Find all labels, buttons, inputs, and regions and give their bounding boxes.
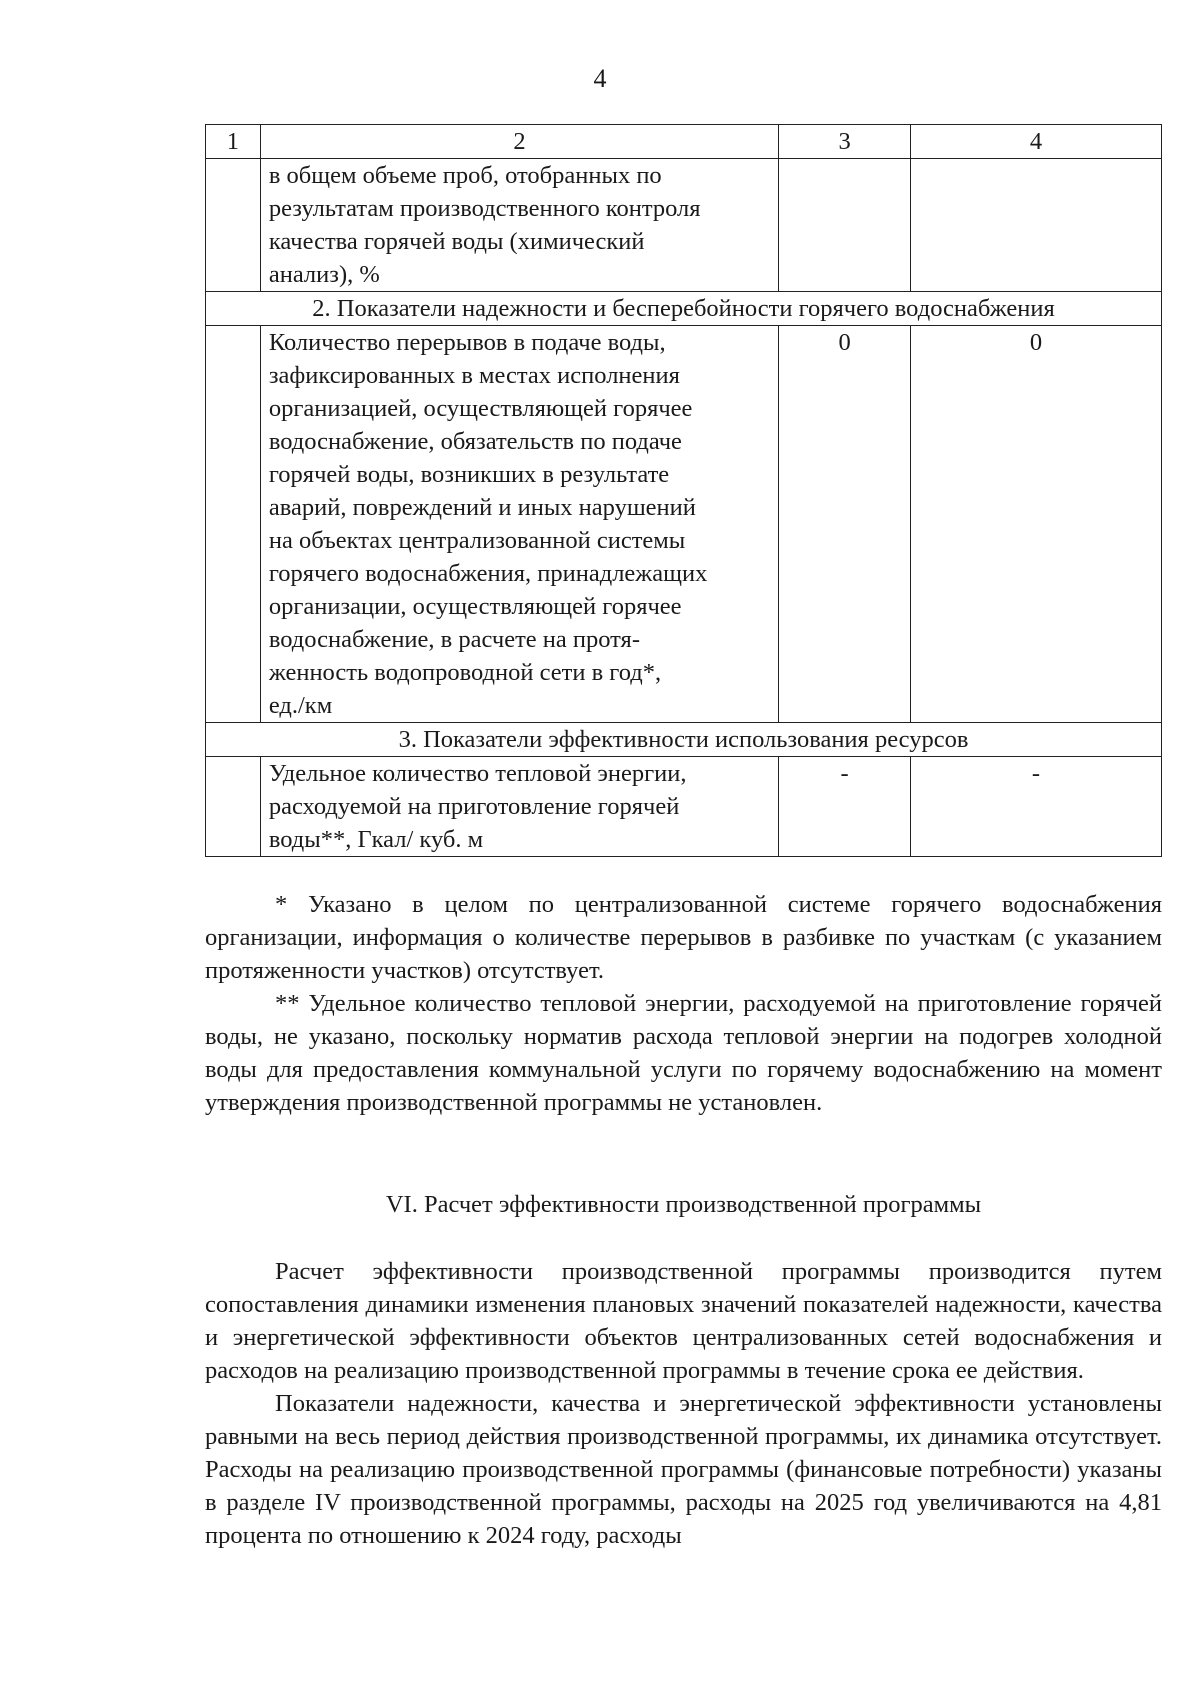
indicator-name-cell: в общем объеме проб, отобранных по результатам производственного контроля качества горячей воды (химический анализ), % (260, 159, 778, 292)
table-cell (911, 159, 1162, 292)
header-cell: 1 (206, 125, 261, 159)
table-cell (206, 326, 261, 723)
header-cell: 2 (260, 125, 778, 159)
table-row (206, 757, 1162, 857)
indicator-name-cell: Количество перерывов в подаче воды, зафиксированных в местах исполнения организацией, осуществляющей горячее водоснабжение, обязательств по подаче горячей воды, возникших в результате аварий, повреждений и иных нарушений на объектах централизованной системы горячего водоснабжения, принадлежащих организации, осуществляющей горячее водоснабжение, в расчете на протя- женность водопроводной сети в год*, ед./км (260, 326, 778, 723)
header-cell: 3 (779, 125, 911, 159)
indicator-name-cell: Удельное количество тепловой энергии, расходуемой на приготовление горячей воды**, Гкал/ куб. м (260, 757, 778, 857)
section-row (206, 292, 1162, 326)
section-heading: VI. Расчет эффективности производственной программы (385, 1191, 982, 1218)
paragraph: Показатели надежности, качества и энергетической эффективности установлены равными на весь период действия производственной программы, их динамика отсутствует. Расходы на реализацию производственной программы (финансовые потребности) указаны в разделе IV производственной программы, расходы на 2025 год увеличиваются на 4,81 процента по отношению к 2024 году, расходы (205, 1390, 1162, 1549)
table-cell (206, 757, 261, 857)
footnote-2: ** Удельное количество тепловой энергии, расходуемой на приготовление горячей воды, не указано, поскольку норматив расхода тепловой энергии на подогрев холодной воды для предоставления коммунальной услуги по горячему водоснабжению на момент утверждения производственной программы не установлен. (205, 990, 1162, 1116)
table-cell (206, 159, 261, 292)
section-row (206, 723, 1162, 757)
table-cell (779, 159, 911, 292)
body-text (205, 1255, 1162, 1552)
value-cell: 0 (779, 326, 911, 723)
table-header-row (206, 125, 1162, 159)
footnote-1: * Указано в целом по централизованной системе горячего водоснабжения организации, информация о количестве перерывов в разбивке по участкам (с указанием протяженности участков) отсутствует. (205, 891, 1162, 984)
footnotes (205, 888, 1162, 1119)
section-title: 3. Показатели эффективности использования ресурсов (206, 723, 1162, 757)
value-cell: 0 (911, 326, 1162, 723)
paragraph: Расчет эффективности производственной программы производится путем сопоставления динамики изменения плановых значений показателей надежности, качества и энергетической эффективности объектов централизованных сетей водоснабжения и расходов на реализацию производственной программы в течение срока ее действия. (205, 1258, 1162, 1384)
section-title: 2. Показатели надежности и бесперебойности горячего водоснабжения (206, 292, 1162, 326)
page-number: 4 (593, 64, 607, 93)
value-cell: - (911, 757, 1162, 857)
value-cell: - (779, 757, 911, 857)
indicators-table (205, 124, 1162, 857)
table-row (206, 326, 1162, 723)
table-row (206, 159, 1162, 292)
header-cell: 4 (911, 125, 1162, 159)
